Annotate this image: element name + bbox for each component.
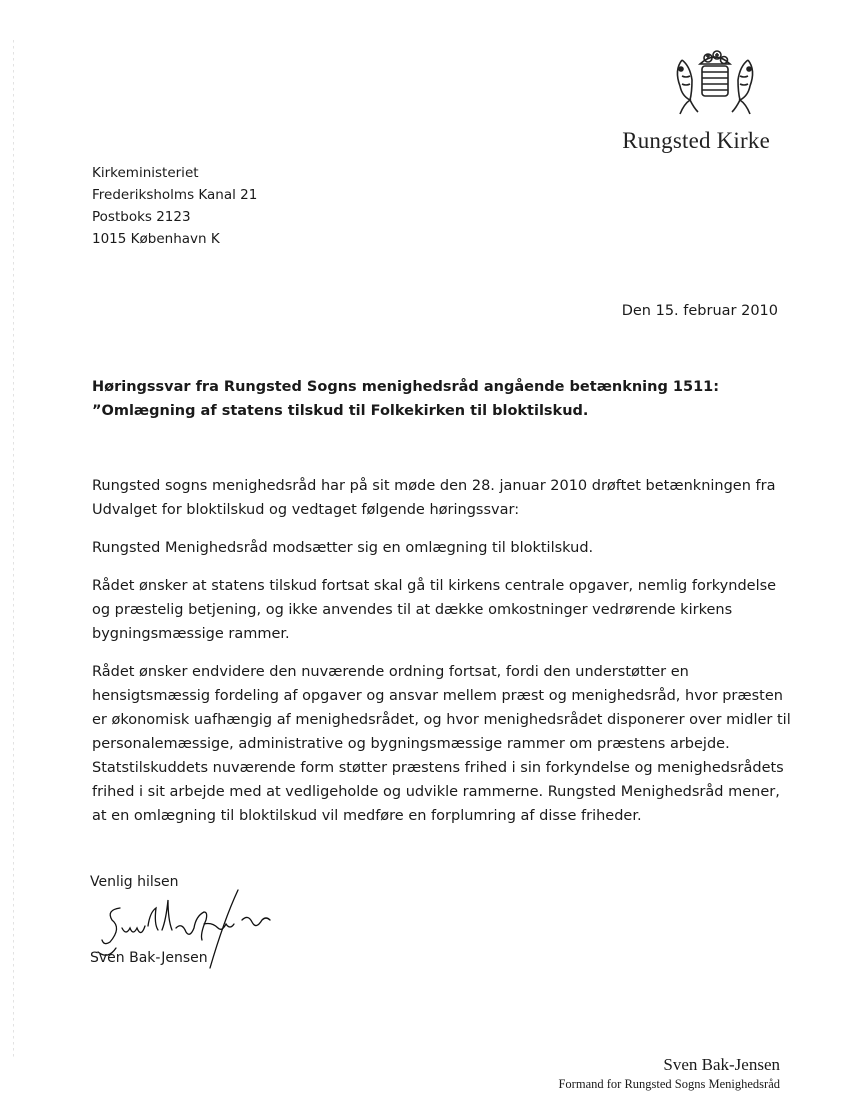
letter-body xyxy=(92,474,792,842)
fish-basket-logo-icon xyxy=(660,42,770,122)
address-line: 1015 København K xyxy=(92,231,220,247)
church-name: Rungsted Kirke xyxy=(622,128,770,153)
address-line: Kirkeministeriet xyxy=(92,165,199,181)
footer-title: Formand for Rungsted Sogns Menighedsråd xyxy=(558,1077,780,1091)
body-paragraph: Rungsted sogns menighedsråd har på sit møde den 28. januar 2010 drøftet betænkningen fra Udvalget for bloktilskud og vedtaget følgende høringssvar: xyxy=(92,478,776,518)
body-paragraph: Rungsted Menighedsråd modsætter sig en omlægning til bloktilskud. xyxy=(92,540,594,556)
address-line: Postboks 2123 xyxy=(92,209,191,225)
signer-name: Sven Bak-Jensen xyxy=(90,950,208,966)
footer-name: Sven Bak-Jensen xyxy=(663,1055,780,1074)
letter-date: Den 15. februar 2010 xyxy=(621,303,778,319)
recipient-address xyxy=(92,162,257,250)
body-paragraph: Rådet ønsker endvidere den nuværende ordning fortsat, fordi den understøtter en hensigtsmæssig fordeling af opgaver og ansvar mellem præst og menighedsråd, hvor præsten er økonomisk uafhængig af menighedsrådet, og hvor menighedsrådet disponerer over midler til personalemæssige, administrative og bygningsmæssige rammer om præstens arbejde. Statstilskuddets nuværende form støtter præstens frihed i sin forkyndelse og menighedsrådets frihed i sit arbejde med at vedligeholde og udvikle rammerne. Rungsted Menighedsråd mener, at en omlægning til bloktilskud vil medføre en forplumring af disse friheder. xyxy=(92,664,791,824)
address-line: Frederiksholms Kanal 21 xyxy=(92,187,258,203)
scan-edge-artifact xyxy=(13,40,14,1060)
subject-heading: Høringssvar fra Rungsted Sogns menighedsråd angående betænkning 1511: ”Omlægning af statens tilskud til Folkekirken til bloktilskud. xyxy=(92,379,720,419)
body-paragraph: Rådet ønsker at statens tilskud fortsat skal gå til kirkens centrale opgaver, nemlig forkyndelse og præstelig betjening, og ikke anvendes til at dække omkostninger vedrørende kirkens bygningsmæssige rammer. xyxy=(92,578,777,642)
closing-greeting: Venlig hilsen xyxy=(90,874,179,890)
